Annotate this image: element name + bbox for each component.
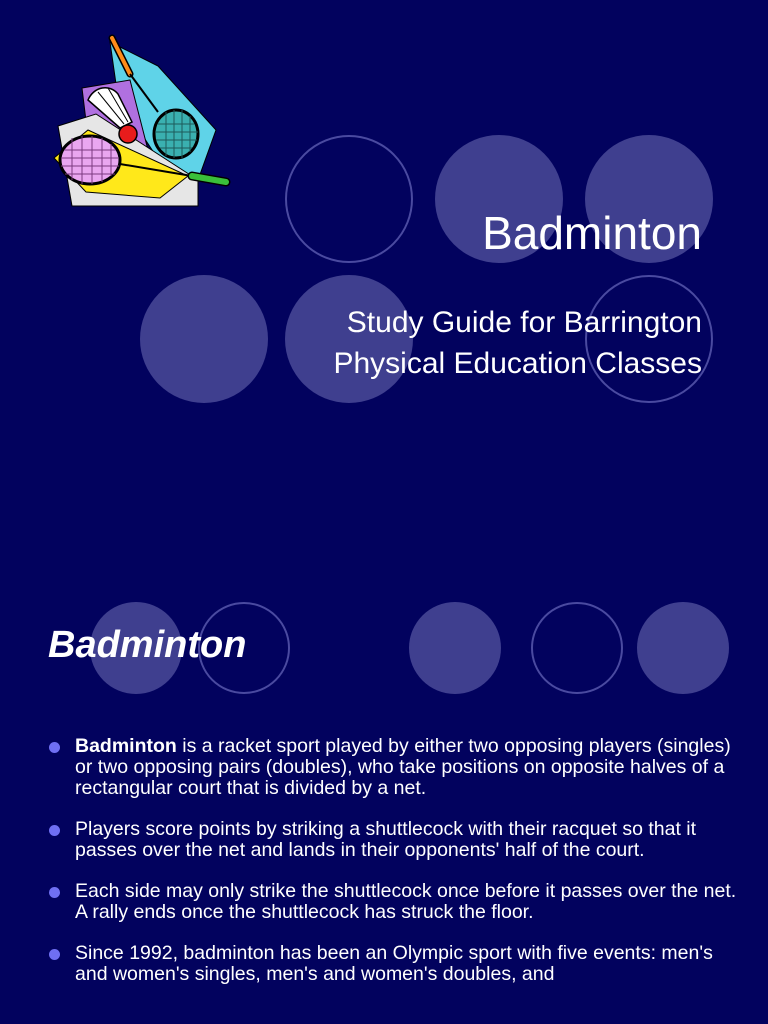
bullet-bold-text: Badminton: [75, 735, 177, 757]
slide-subtitle: [333, 302, 702, 384]
bullet-text: Since 1992, badminton has been an Olympic sport with five events: men's and women's singles, men's and women's doubles, and: [75, 942, 713, 985]
bullet-dot-icon: [49, 825, 60, 836]
decor-circle: [637, 602, 729, 694]
decor-circle: [140, 275, 268, 403]
bullet-text: Players score points by striking a shuttlecock with their racquet so that it passes over the net and lands in their opponents' half of the court.: [75, 818, 697, 861]
bullet-item: [48, 881, 738, 923]
decor-circle: [285, 135, 413, 263]
subtitle-line: Physical Education Classes: [333, 347, 702, 380]
bullet-item: [48, 819, 738, 861]
bullet-text: Each side may only strike the shuttlecock once before it passes over the net. A rally ends once the shuttlecock has struck the floor.: [75, 880, 737, 923]
decor-circle: [409, 602, 501, 694]
badminton-rackets-shuttlecock-icon: [48, 30, 234, 212]
subtitle-line: Study Guide for Barrington: [346, 306, 702, 339]
content-slide: [0, 512, 768, 1024]
bullet-list: [48, 736, 738, 1005]
decor-circle: [531, 602, 623, 694]
bullet-item: [48, 736, 738, 799]
bullet-text: is a racket sport played by either two opposing players (singles) or two opposing pairs (doubles), who take positions on opposite halves of a rectangular court that is divided by a net.: [75, 735, 731, 799]
bullet-dot-icon: [49, 742, 60, 753]
bullet-item: [48, 943, 738, 985]
bullet-dot-icon: [49, 949, 60, 960]
slide-title: Badminton: [482, 207, 702, 259]
bullet-dot-icon: [49, 887, 60, 898]
slide-title: Badminton: [48, 624, 247, 666]
